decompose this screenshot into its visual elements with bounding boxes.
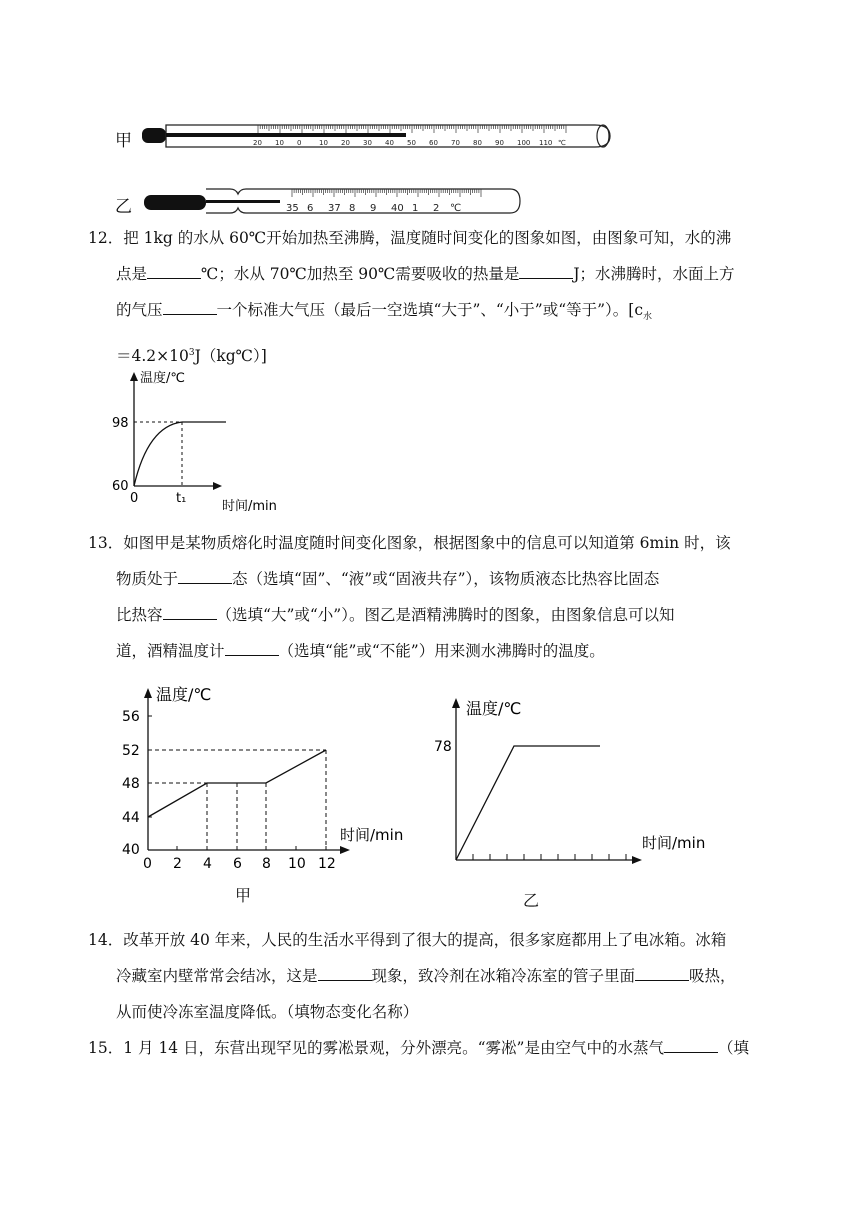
answer-blank[interactable]: [635, 966, 689, 981]
q12-graph-xlabel: 时间/min: [222, 499, 277, 514]
q13-jia-ylabel: 温度/℃: [156, 685, 212, 704]
thermometer-jia-scale-label: 10: [275, 139, 284, 147]
thermometer-jia-scale-label: 90: [495, 139, 504, 147]
thermometer-jia-scale-label: 100: [517, 139, 531, 147]
thermometer-yi-scale-label: 6: [307, 203, 314, 214]
q13-jia-xtick: 10: [288, 856, 306, 872]
thermometer-jia-scale-label: 0: [297, 139, 302, 147]
thermometer-yi-scale-label: 1: [412, 203, 419, 214]
answer-blank[interactable]: [318, 966, 372, 981]
q13-jia-xtick: 12: [318, 856, 336, 872]
q13-yi-caption: 乙: [523, 891, 540, 910]
q13-yi-xlabel: 时间/min: [642, 834, 706, 852]
q13-jia-ytick: 56: [122, 709, 140, 725]
q13-graph-yi: [434, 688, 730, 868]
answer-blank[interactable]: [225, 641, 279, 656]
q13-jia-xtick: 6: [233, 856, 242, 872]
q13-jia-ytick: 48: [122, 776, 140, 792]
thermometer-yi-label: 乙: [115, 197, 132, 217]
thermometer-yi-scale-label: 37: [328, 203, 341, 214]
q13-jia-xlabel: 时间/min: [340, 826, 404, 844]
q14-line2: 冷藏室内壁常常会结冰，这是 现象，致冷剂在冰箱冷冻室的管子里面 吸热，: [116, 967, 736, 985]
thermometer-yi-scale-label: 9: [370, 203, 377, 214]
thermometer-jia-scale-label: 40: [385, 139, 394, 147]
q13-jia-caption: 甲: [235, 886, 252, 905]
q12-graph-ytick: 60: [112, 479, 129, 494]
q13-graph-jia: [118, 680, 428, 870]
q13-jia-ytick: 40: [122, 842, 140, 858]
q14-line1: 14．改革开放 40 年来，人民的生活水平得到了很大的提高，很多家庭都用上了电冰箱。冰箱: [88, 931, 727, 949]
q12-line2: 点是 ℃；水从 70℃加热至 90℃需要吸收的热量是 J；水沸腾时，水面上方: [116, 265, 735, 283]
question-15: [88, 1030, 778, 1066]
q13-jia-ytick: 44: [122, 810, 140, 826]
q13-jia-ytick: 52: [122, 743, 140, 759]
answer-blank[interactable]: [163, 300, 217, 315]
thermometer-jia-scale-label: 80: [473, 139, 482, 147]
thermometer-yi-scale-label: 2: [433, 203, 440, 214]
question-13: [88, 525, 778, 669]
thermometer-jia-scale-label: 50: [407, 139, 416, 147]
thermometer-jia: [140, 116, 620, 152]
thermometer-jia-scale-label: 110: [539, 139, 553, 147]
q12-graph-xtick: t₁: [176, 491, 187, 506]
thermometer-yi-scale-label: 8: [349, 203, 356, 214]
thermometer-yi-scale-label: 35: [286, 203, 299, 214]
thermometer-jia-scale-label: 30: [363, 139, 372, 147]
q12-graph-xtick: 0: [130, 491, 139, 506]
answer-blank[interactable]: [147, 264, 201, 279]
q13-line4: 道，酒精温度计 （选填“能”或“不能”）用来测水沸腾时的温度。: [116, 642, 605, 660]
answer-blank[interactable]: [519, 264, 573, 279]
q13-jia-xtick: 0: [143, 856, 152, 872]
q13-jia-xtick: 4: [203, 856, 212, 872]
q13-line3: 比热容 （选填“大”或“小”）。图乙是酒精沸腾时的图象，由图象信息可以知: [116, 606, 675, 624]
q13-jia-xtick: 2: [173, 856, 182, 872]
answer-blank[interactable]: [664, 1038, 718, 1053]
thermometer-jia-scale-label: 20: [341, 139, 350, 147]
q12-line4: $=4.2\times 10^3J(kg℃)$]: [116, 347, 267, 366]
thermometer-jia-unit: ℃: [558, 139, 566, 147]
q13-line1: 13．如图甲是某物质熔化时温度随时间变化图象，根据图象中的信息可以知道第 6min 时，该: [88, 534, 731, 552]
q13-yi-ytick: 78: [434, 739, 452, 755]
thermometer-jia-scale-label: 20: [253, 139, 262, 147]
thermometer-jia-scale-label: 60: [429, 139, 438, 147]
question-14: [88, 922, 778, 1030]
answer-blank[interactable]: [163, 605, 217, 620]
q13-line2: 物质处于 态（选填“固”、“液”或“固液共存”），该物质液态比热容比固态: [116, 570, 660, 588]
q12-graph-ylabel: 温度/℃: [140, 371, 185, 386]
q13-yi-ylabel: 温度/℃: [466, 699, 522, 718]
thermometer-jia-label: 甲: [115, 131, 132, 151]
q12-graph-ytick: 98: [112, 416, 129, 431]
thermometer-yi-scale-label: 40: [391, 203, 404, 214]
answer-blank[interactable]: [178, 569, 232, 584]
q12-temperature-graph: [108, 368, 288, 514]
q13-jia-xtick: 8: [262, 856, 271, 872]
q15-line1: 15．1 月 14 日，东营出现罕见的雾凇景观，分外漂亮。“雾凇”是由空气中的水蒸气 （填: [88, 1039, 749, 1057]
q14-line3: 从而使冷冻室温度降低。（填物态变化名称）: [116, 1003, 419, 1021]
q12-line3: 的气压 一个标准大气压（最后一空选填“大于”、“小于”或“等于”）。[$c_水$: [116, 301, 653, 323]
thermometer-jia-scale-label: 70: [451, 139, 460, 147]
q12-line1: 12．把 1kg 的水从 60℃开始加热至沸腾，温度随时间变化的图象如图，由图象可知，水的沸: [88, 229, 732, 247]
thermometer-yi: [140, 184, 530, 220]
thermometer-yi-unit: ℃: [450, 203, 462, 214]
thermometer-jia-scale-label: 10: [319, 139, 328, 147]
question-12: [88, 220, 778, 374]
